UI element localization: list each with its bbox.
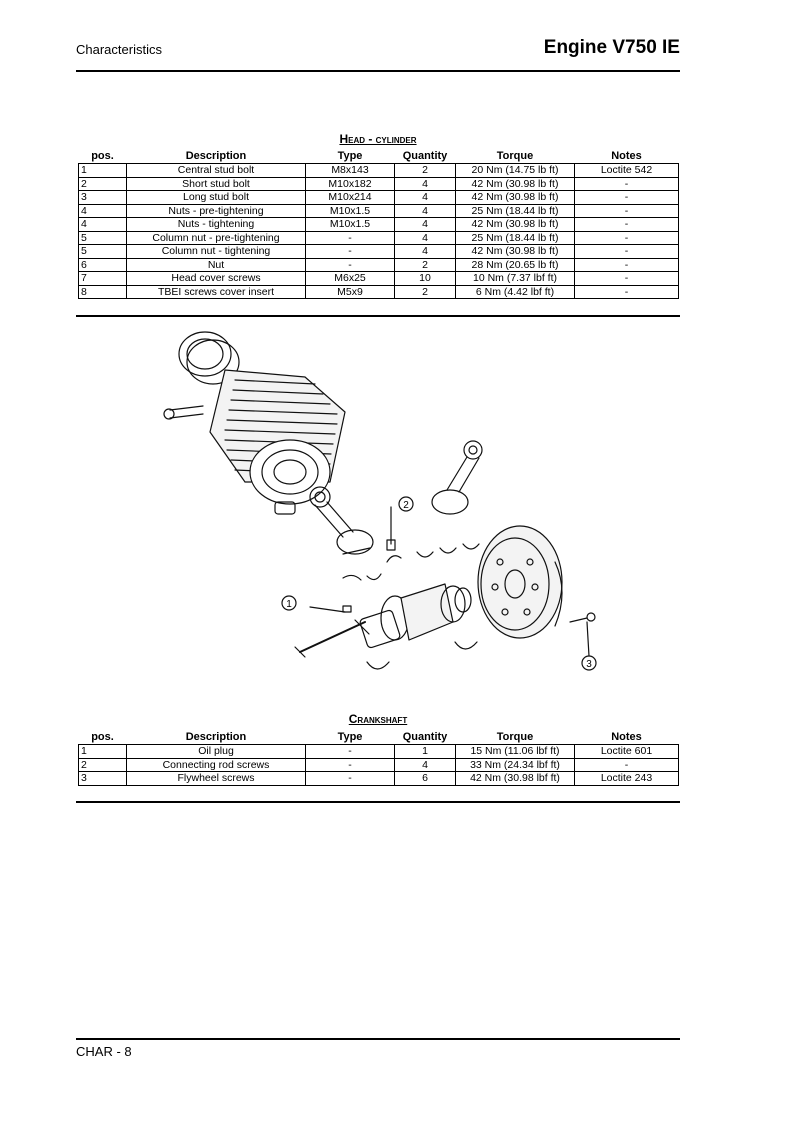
table-cell: Oil plug (127, 745, 306, 759)
column-header: Type (337, 150, 363, 162)
column-header: pos. (91, 150, 114, 162)
exploded-engine-figure (155, 322, 625, 684)
column-header: Description (185, 731, 247, 743)
table-cell: M5x9 (306, 285, 395, 299)
table-cell: - (575, 258, 679, 272)
table-cell: 6 (395, 772, 456, 786)
oil-plug-part (343, 606, 351, 612)
table-cell: Flywheel screws (127, 772, 306, 786)
section-rule (76, 801, 680, 803)
table-row (79, 772, 679, 786)
table-row (79, 191, 679, 205)
table-cell: 2 (395, 285, 456, 299)
table-cell: 33 Nm (24.34 lbf ft) (456, 758, 575, 772)
table-cell: 6 Nm (4.42 lbf ft) (456, 285, 575, 299)
column-header: Quantity (402, 731, 448, 743)
table-cell: 20 Nm (14.75 lb ft) (456, 164, 575, 178)
table-cell: 4 (79, 218, 127, 232)
table-cell: - (306, 258, 395, 272)
table-cell: Nuts - tightening (127, 218, 306, 232)
table-row (79, 204, 679, 218)
table-cell: TBEI screws cover insert (127, 285, 306, 299)
table-cell: 42 Nm (30.98 lbf ft) (456, 772, 575, 786)
table-cell: 2 (395, 164, 456, 178)
table-cell: 4 (395, 245, 456, 259)
connecting-rod-right (432, 441, 482, 514)
callout-3-label: 3 (586, 659, 592, 670)
table-row (79, 258, 679, 272)
table-cell: 3 (79, 191, 127, 205)
column-header: Notes (611, 150, 642, 162)
table-cell: 4 (395, 758, 456, 772)
section-rule (76, 315, 680, 317)
table-cell: 25 Nm (18.44 lb ft) (456, 204, 575, 218)
table-cell: Loctite 243 (575, 772, 679, 786)
table-cell: 6 (79, 258, 127, 272)
table-cell: - (306, 745, 395, 759)
table-row (79, 285, 679, 299)
table-cell: M8x143 (306, 164, 395, 178)
header-section-label: Characteristics (76, 42, 162, 57)
table-cell: - (306, 231, 395, 245)
table-cell: - (306, 245, 395, 259)
table-cell: - (575, 204, 679, 218)
table-row (79, 758, 679, 772)
table-cell: 42 Nm (30.98 lb ft) (456, 218, 575, 232)
table-cell: - (306, 758, 395, 772)
table-header-row (79, 731, 679, 745)
table-header-row (79, 150, 679, 164)
header-title: Engine V750 IE (543, 37, 680, 58)
table-cell: - (575, 177, 679, 191)
table-cell: Nut (127, 258, 306, 272)
crankshaft-drawing (295, 584, 471, 657)
table-cell: 15 Nm (11.06 lbf ft) (456, 745, 575, 759)
table-cell: Nuts - pre-tightening (127, 204, 306, 218)
table-cell: Loctite 601 (575, 745, 679, 759)
table-cell: Head cover screws (127, 272, 306, 286)
table-cell: 5 (79, 245, 127, 259)
table-cell: - (306, 772, 395, 786)
head-cylinder-table (78, 150, 679, 299)
table-cell: - (575, 285, 679, 299)
table-cell: 4 (395, 218, 456, 232)
table-cell: 42 Nm (30.98 lb ft) (456, 177, 575, 191)
table-cell: 4 (395, 191, 456, 205)
table-row (79, 272, 679, 286)
oil-plug-leader (310, 607, 345, 612)
callout-1-label: 1 (286, 599, 292, 610)
table-cell: 25 Nm (18.44 lb ft) (456, 231, 575, 245)
column-header: Torque (496, 731, 534, 743)
callout-2-label: 2 (403, 500, 409, 511)
table-cell: Long stud bolt (127, 191, 306, 205)
flywheel-drawing (478, 526, 595, 638)
table-cell: M10x182 (306, 177, 395, 191)
callout-1 (282, 596, 296, 610)
table-row (79, 164, 679, 178)
table-cell: 7 (79, 272, 127, 286)
table-cell: 2 (395, 258, 456, 272)
table-cell: Loctite 542 (575, 164, 679, 178)
table-row (79, 745, 679, 759)
table-cell: 4 (395, 231, 456, 245)
callout-2 (399, 497, 413, 511)
section-title-head-cylinder (76, 132, 680, 146)
section-title-crankshaft (76, 712, 680, 726)
table-cell: - (575, 191, 679, 205)
table-cell: - (575, 231, 679, 245)
table-cell: M10x214 (306, 191, 395, 205)
crankshaft-table (78, 731, 679, 786)
table-cell: 2 (79, 177, 127, 191)
table-cell: 2 (79, 758, 127, 772)
column-header: pos. (91, 731, 114, 743)
table-cell: 1 (79, 745, 127, 759)
table-cell: 10 (395, 272, 456, 286)
table-cell: 8 (79, 285, 127, 299)
table-cell: 4 (395, 204, 456, 218)
table-cell: - (575, 758, 679, 772)
callout-3-leader (587, 622, 589, 656)
table-cell: 5 (79, 231, 127, 245)
table-cell: 4 (79, 204, 127, 218)
column-header: Type (337, 731, 363, 743)
connecting-rod-left (310, 487, 373, 554)
table-row (79, 218, 679, 232)
section-title-text: Head - cylinder (339, 132, 417, 146)
callout-3 (582, 656, 596, 670)
column-header: Torque (496, 150, 534, 162)
column-header: Quantity (402, 150, 448, 162)
table-cell: 28 Nm (20.65 lb ft) (456, 258, 575, 272)
table-row (79, 177, 679, 191)
table-cell: M6x25 (306, 272, 395, 286)
table-cell: 10 Nm (7.37 lbf ft) (456, 272, 575, 286)
table-cell: - (575, 245, 679, 259)
page-number: CHAR - 8 (76, 1044, 132, 1059)
table-row (79, 245, 679, 259)
table-cell: 42 Nm (30.98 lb ft) (456, 245, 575, 259)
table-cell: 1 (395, 745, 456, 759)
table-cell: 4 (395, 177, 456, 191)
table-cell: 1 (79, 164, 127, 178)
table-row (79, 231, 679, 245)
table-cell: M10x1.5 (306, 204, 395, 218)
header-rule (76, 70, 680, 72)
table-cell: Column nut - tightening (127, 245, 306, 259)
column-header: Description (185, 150, 247, 162)
table-cell: - (575, 272, 679, 286)
table-cell: - (575, 218, 679, 232)
table-cell: Short stud bolt (127, 177, 306, 191)
table-cell: 42 Nm (30.98 lb ft) (456, 191, 575, 205)
table-cell: M10x1.5 (306, 218, 395, 232)
table-cell: Connecting rod screws (127, 758, 306, 772)
section-title-text: Crankshaft (348, 712, 408, 726)
column-header: Notes (611, 731, 642, 743)
footer-rule (76, 1038, 680, 1040)
table-cell: 3 (79, 772, 127, 786)
table-cell: Column nut - pre-tightening (127, 231, 306, 245)
table-cell: Central stud bolt (127, 164, 306, 178)
